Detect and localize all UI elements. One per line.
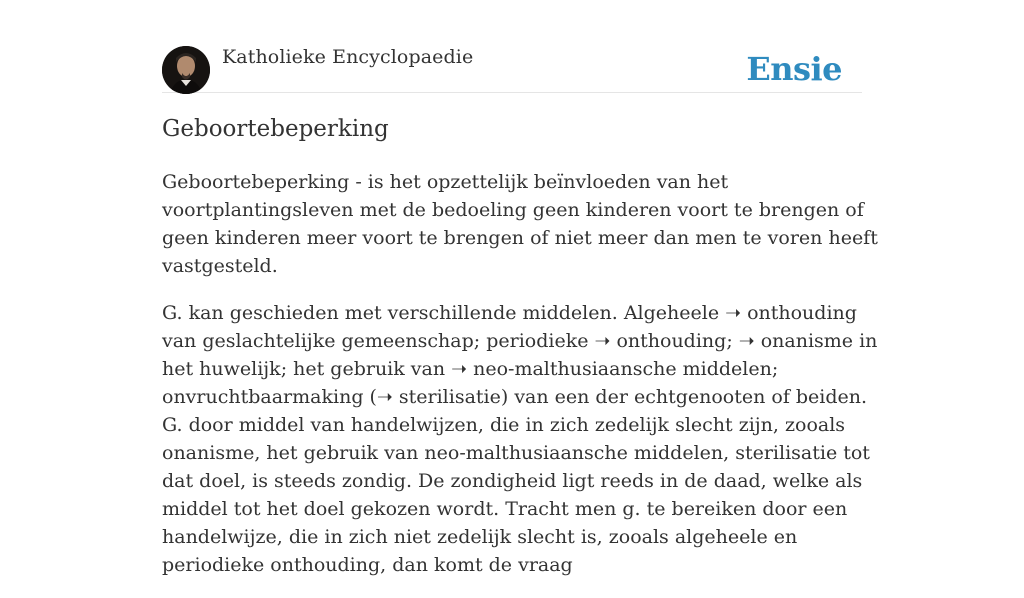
brand-logo[interactable]: Ensie (746, 50, 842, 88)
article-paragraph: Geboortebeperking - is het opzettelijk beïnvloeden van het voortplantingsleven met de bedoeling geen kinderen voort te brengen of geen kinderen meer voort te brengen of niet meer dan men te voren heeft vastgesteld. (162, 171, 878, 277)
article-body (162, 168, 882, 598)
site-name[interactable]: Katholieke Encyclopaedie (222, 46, 474, 68)
portrait-avatar-icon[interactable] (162, 46, 210, 94)
header (162, 44, 862, 93)
article-title: Geboortebeperking (162, 116, 389, 142)
article-paragraph: G. kan geschieden met verschillende middelen. Algeheele ➝ onthouding van geslachtelijke gemeenschap; periodieke ➝ onthouding; ➝ onanisme in het huwelijk; het gebruik van ➝ neo-malthusiaansche middelen; onvruchtbaarmaking (➝ sterilisatie) van een der echtgenooten of beiden. G. door middel van handelwijzen, die in zich zedelijk slecht zijn, zooals onanisme, het gebruik van neo-malthusiaansche middelen, sterilisatie tot dat doel, is steeds zondig. De zondigheid ligt reeds in de daad, welke als middel tot het doel gekozen wordt. Tracht men g. te bereiken door een handelwijze, die in zich niet zedelijk slecht is, zooals algeheele en periodieke onthouding, dan komt de vraag (162, 302, 878, 576)
